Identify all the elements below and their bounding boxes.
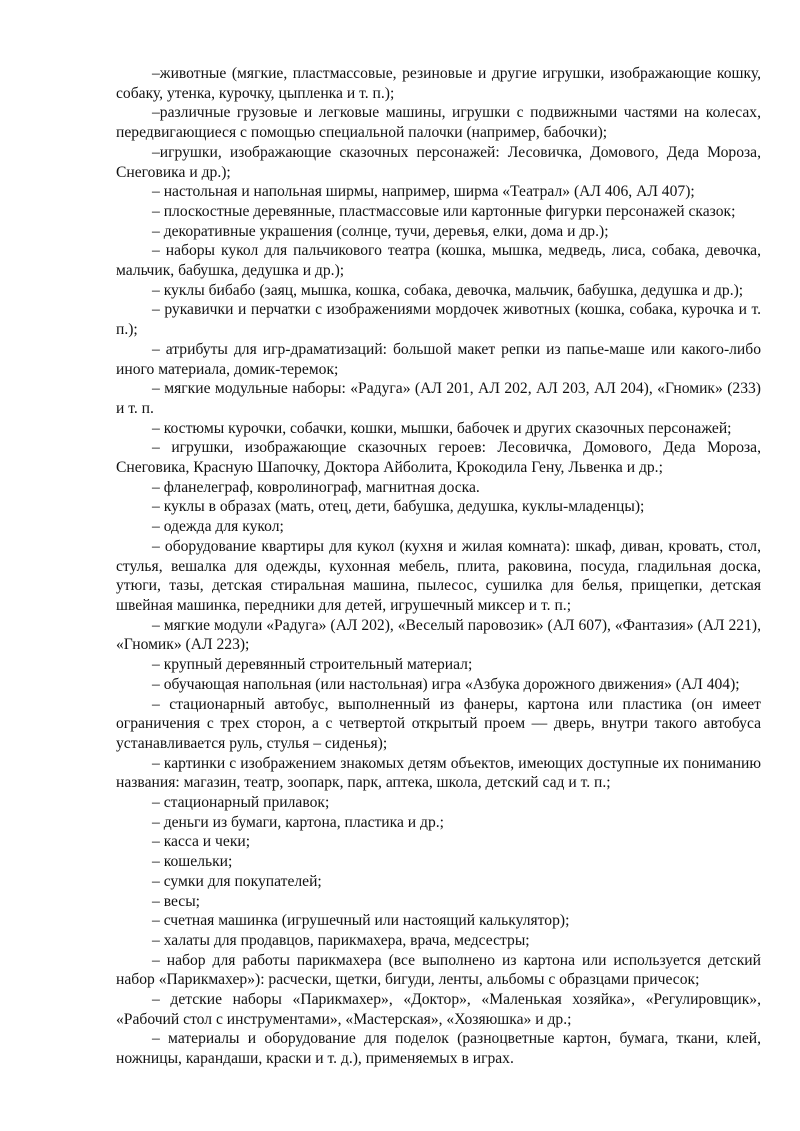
list-item: – стационарный автобус, выполненный из фанеры, картона или пластика (он имеет ограничения с трех сторон, а с четвертой открытый проем — дверь, внутри такого автобуса устанавливается руль, стулья – сиденья); — [116, 695, 761, 752]
list-item: – крупный деревянный строительный материал; — [152, 656, 473, 674]
list-item: – мягкие модульные наборы: «Радуга» (АЛ 201, АЛ 202, АЛ 203, АЛ 204), «Гномик» (233) и т. п. — [116, 380, 761, 417]
list-item: – плоскостные деревянные, пластмассовые или картонные фигурки персонажей сказок; — [152, 202, 736, 220]
list-item: – наборы кукол для пальчикового театра (кошка, мышка, медведь, лиса, собака, девочка, мальчик, бабушка, дедушка и др.); — [116, 242, 761, 280]
list-item: – оборудование квартиры для кукол (кухня и жилая комната): шкаф, диван, кровать, стол, стулья, вешалка для одежды, кухонная мебель, плита, раковина, посуда, гладильная доска, утюги, тазы, детская стиральная машина, пылесос, сушилка для белья, прищепки, детская швейная машинка, передники для детей, игрушечный миксер и т. п.; — [116, 537, 761, 614]
list-item: – костюмы курочки, собачки, кошки, мышки, бабочек и других сказочных персонажей; — [152, 419, 732, 437]
list-item: – детские наборы «Парикмахер», «Доктор», «Маленькая хозяйка», «Регулировщик», «Рабочий стол с инструментами», «Мастерская», «Хозяюшка» и др.; — [116, 991, 761, 1028]
list-item: – игрушки, изображающие сказочных героев: Лесовичка, Домового, Деда Мороза, Снеговика, Красную Шапочку, Доктора Айболита, Крокодила Гену, Львенка и др.; — [116, 439, 761, 477]
list-item: – касса и чеки; — [152, 833, 251, 851]
list-item: – декоративные украшения (солнце, тучи, деревья, елки, дома и др.); — [152, 222, 609, 240]
list-item: – материалы и оборудование для поделок (разноцветные картон, бумага, ткани, клей, ножницы, карандаши, краски и т. д.), применяемых в играх. — [116, 1030, 761, 1068]
document-page — [116, 64, 761, 1069]
list-item: – одежда для кукол; — [152, 518, 284, 536]
list-item: – фланелеграф, ковролинограф, магнитная доска. — [152, 478, 480, 496]
list-item: – куклы бибабо (заяц, мышка, кошка, собака, девочка, мальчик, бабушка, дедушка и др.); — [152, 281, 744, 299]
list-item: – мягкие модули «Радуга» (АЛ 202), «Веселый паровозик» (АЛ 607), «Фантазия» (АЛ 221), «Гномик» (АЛ 223); — [116, 616, 761, 654]
list-item: – атрибуты для игр-драматизаций: большой макет репки из папье-маше или какого-либо иного материала, домик-теремок; — [116, 340, 761, 378]
list-item: – рукавички и перчатки с изображениями мордочек животных (кошка, собака, курочка и т. п.); — [116, 301, 761, 339]
list-item: –игрушки, изображающие сказочных персонажей: Лесовичка, Домового, Деда Мороза, Снеговика и др.); — [116, 143, 761, 181]
list-item: – набор для работы парикмахера (все выполнено из картона или используется детский набор «Парикмахер»): расчески, щетки, бигуди, ленты, альбомы с образцами причесок; — [116, 951, 761, 989]
list-item: – обучающая напольная (или настольная) игра «Азбука дорожного движения» (АЛ 404); — [152, 675, 740, 693]
list-item: –животные (мягкие, пластмассовые, резиновые и другие игрушки, изображающие кошку, собаку, утенка, курочку, цыпленка и т. п.); — [116, 65, 761, 102]
list-item: – весы; — [152, 892, 201, 910]
list-item: – настольная и напольная ширмы, например, ширма «Театрал» (АЛ 406, АЛ 407); — [152, 183, 695, 201]
list-item: – стационарный прилавок; — [152, 794, 330, 812]
list-item: – кошельки; — [152, 853, 233, 871]
list-item: – сумки для покупателей; — [152, 872, 322, 890]
list-item: – картинки с изображением знакомых детям объектов, имеющих доступные их пониманию названия: магазин, театр, зоопарк, парк, аптека, школа, детский сад и т. п.; — [116, 754, 761, 792]
list-item: – куклы в образах (мать, отец, дети, бабушка, дедушка, куклы-младенцы); — [152, 498, 645, 516]
list-item: – халаты для продавцов, парикмахера, врача, медсестры; — [152, 931, 530, 949]
list-item: – счетная машинка (игрушечный или настоящий калькулятор); — [152, 912, 570, 930]
list-item: –различные грузовые и легковые машины, игрушки с подвижными частями на колесах, передвигающиеся с помощью специальной палочки (например, бабочки); — [116, 104, 761, 142]
list-item: – деньги из бумаги, картона, пластика и др.; — [152, 813, 445, 831]
